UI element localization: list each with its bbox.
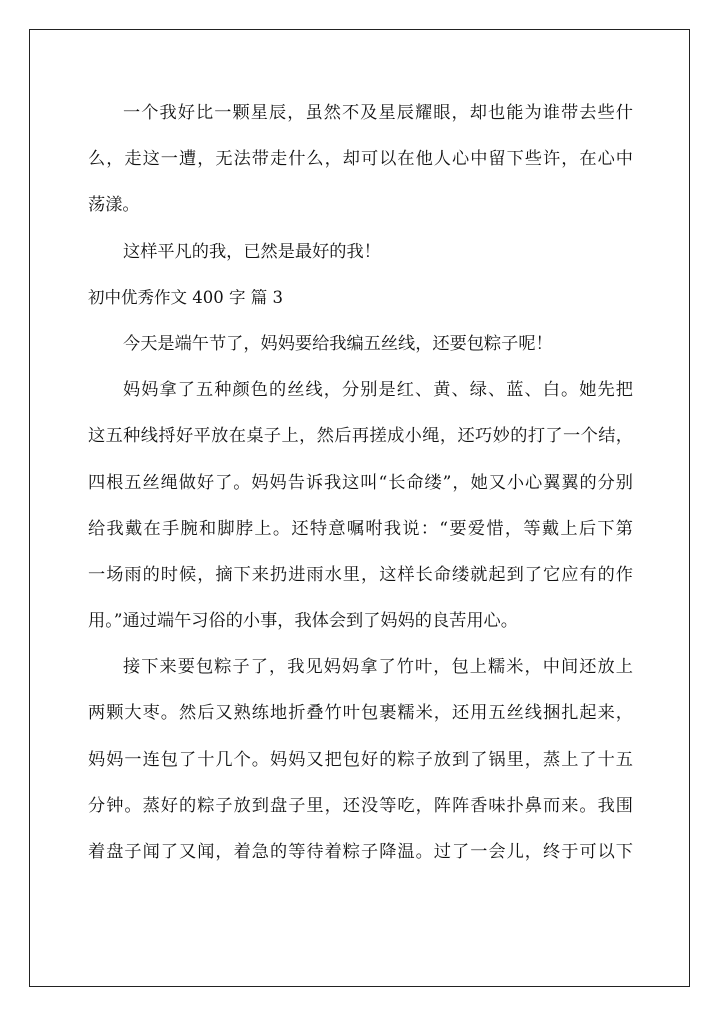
text-line: 四根五丝绳做好了。妈妈告诉我这叫“长命缕”，她又小心翼翼的分别 — [88, 472, 633, 493]
text-line: 接下来要包粽子了，我见妈妈拿了竹叶，包上糯米，中间还放上 — [123, 657, 633, 678]
text-line: 给我戴在手腕和脚脖上。还特意嘱咐我说：“要爱惜，等戴上后下第 — [88, 518, 633, 539]
text-line: 两颗大枣。然后又熟练地折叠竹叶包裹糯米，还用五丝线捆扎起来， — [88, 703, 633, 724]
text-line: 妈妈拿了五种颜色的丝线，分别是红、黄、绿、蓝、白。她先把 — [123, 380, 633, 401]
text-line: 用。”通过端午习俗的小事，我体会到了妈妈的良苦用心。 — [88, 611, 518, 632]
text-line: 么，走这一遭，无法带走什么，却可以在他人心中留下些许，在心中 — [88, 149, 633, 170]
text-line: 着盘子闻了又闻，着急的等待着粽子降温。过了一会儿，终于可以下 — [88, 842, 633, 862]
text-line: 这五种线捋好平放在桌子上，然后再搓成小绳，还巧妙的打了一个结， — [88, 426, 633, 447]
document-body — [88, 95, 633, 880]
text-line: 荡漾。 — [88, 195, 140, 216]
text-line: 这样平凡的我，已然是最好的我！ — [123, 241, 381, 262]
text-line: 分钟。蒸好的粽子放到盘子里，还没等吃，阵阵香味扑鼻而来。我围 — [88, 795, 633, 816]
text-line: 今天是端午节了，妈妈要给我编五丝线，还要包粽子呢！ — [123, 333, 553, 354]
text-line: 一场雨的时候，摘下来扔进雨水里，这样长命缕就起到了它应有的作 — [88, 564, 633, 585]
text-line: 一个我好比一颗星辰，虽然不及星辰耀眼，却也能为谁带去些什 — [123, 103, 633, 123]
section-heading: 初中优秀作文 400 字 篇 3 — [88, 287, 283, 307]
text-line: 妈妈一连包了十几个。妈妈又把包好的粽子放到了锅里，蒸上了十五 — [88, 749, 633, 770]
